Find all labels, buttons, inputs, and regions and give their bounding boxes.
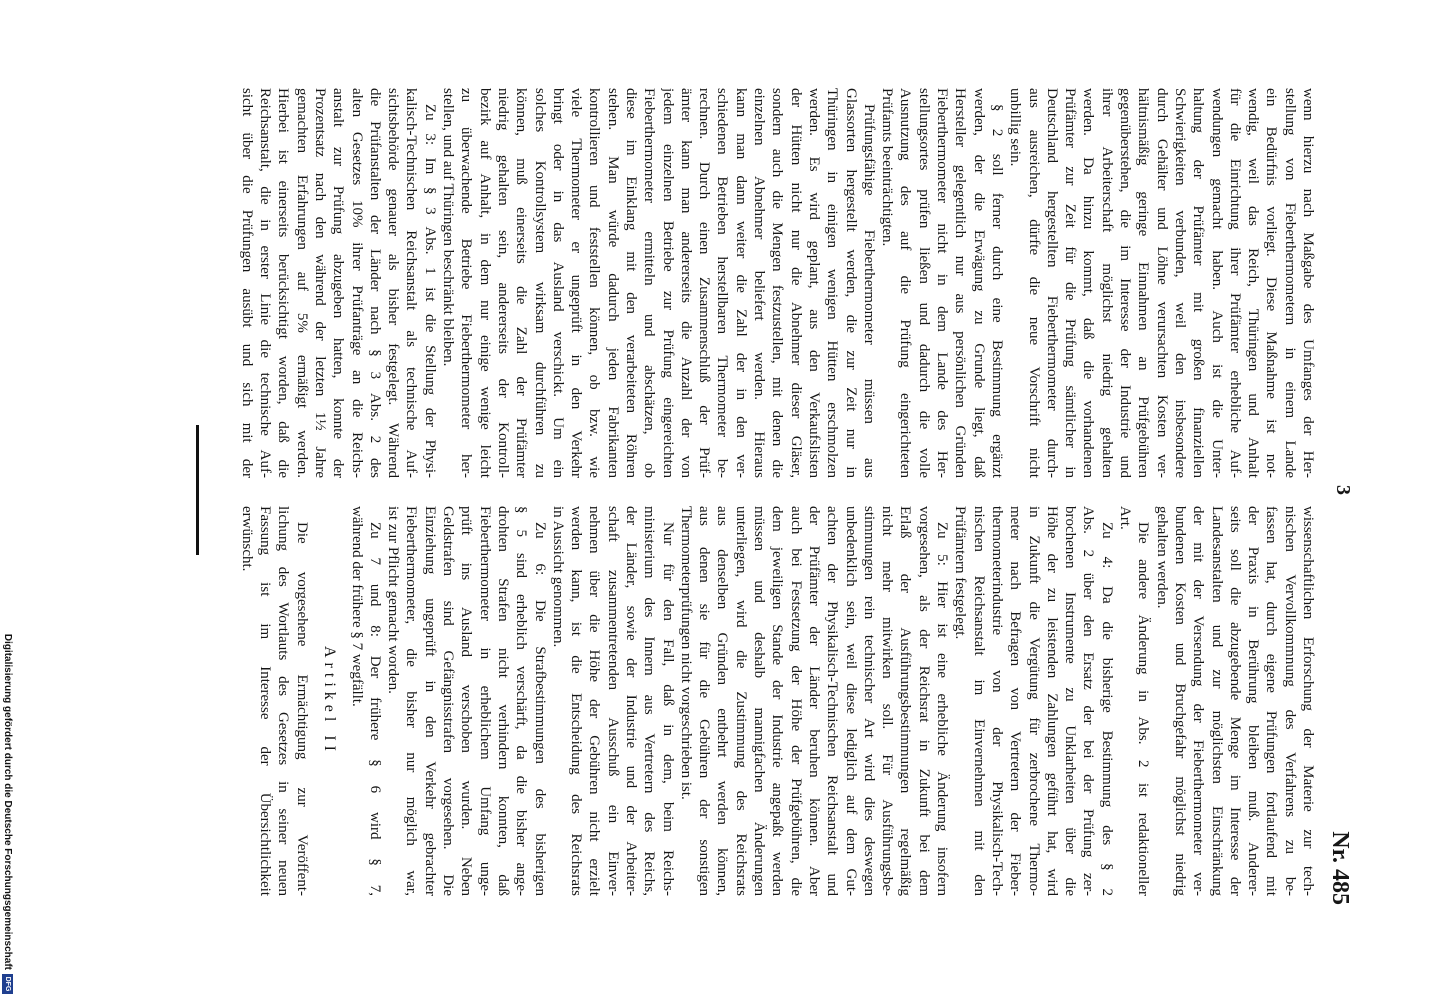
- text-line: bundenen Kosten und Bruchgefahr möglichst niedrig: [1171, 506, 1188, 896]
- paragraph: [439, 88, 878, 478]
- page-number: 3: [1332, 485, 1354, 495]
- text-line: aus ausreichen, dürfte die neue Vorschrift nicht: [1025, 88, 1042, 478]
- text-line: drohten Strafen nicht verhindern konnten, daß: [494, 506, 511, 896]
- text-line: nicht mehr mitwirken soll. Für Ausführungsbe-: [879, 506, 896, 896]
- text-line: rechnen. Durch einen Zusammenschluß der Prüf-: [696, 88, 713, 478]
- text-line: der Hütten nicht nur die Abnehmer dieser Gläser,: [787, 88, 804, 478]
- text-line: alten Gesetzes 10% ihrer Prüfanträge an die Reichs-: [348, 88, 365, 478]
- text-line: können, muß einerseits die Zahl der Prüfämter: [513, 88, 530, 478]
- text-line: der Praxis in Berührung bleiben muß. Anderer-: [1245, 506, 1262, 896]
- text-line: aus denselben Gründen entbehrt werden können,: [714, 506, 731, 896]
- text-line: Die andere Änderung in Abs. 2 ist redaktioneller: [1135, 522, 1152, 896]
- text-line: Art.: [1117, 506, 1134, 530]
- text-line: lichung des Wortlauts des Gesetzes in seiner neuen: [275, 506, 292, 896]
- text-line: werden, der die Erwägung zu Grunde liegt, daß: [970, 88, 987, 478]
- text-line: der Länder, sowie der Industrie und der Arbeiter-: [623, 506, 640, 896]
- text-line: Deutschland hergestellten Fieberthermometer durch-: [1043, 88, 1060, 478]
- text-line: Landesanstalten und zur möglichsten Einschränkung: [1208, 506, 1225, 896]
- text-line: Geldstrafen sind Gefängnisstrafen vorgesehen. Die: [440, 506, 457, 896]
- text-line: vorgesehen, als der Reichsrat in Zukunft bei dem: [915, 506, 932, 896]
- paragraph: [384, 506, 549, 896]
- text-line: wendig, weil das Reich, Thüringen und Anhalt: [1245, 88, 1262, 478]
- text-line: Reichsanstalt, die in erster Linie die technische Auf-: [257, 88, 274, 478]
- text-line: ein Bedürfnis vorliegt. Diese Maßnahme ist not-: [1263, 88, 1280, 478]
- text-column-right: [237, 506, 1317, 896]
- text-line: wendungen gemacht haben. Auch ist die Unter-: [1208, 88, 1225, 478]
- paragraph: [878, 88, 1006, 478]
- text-line: solches Kontrollsystem wirksam durchführen zu: [531, 88, 548, 478]
- text-line: gegenüberstehen, die im Interesse der Industrie und: [1117, 88, 1134, 478]
- paragraph: [237, 88, 438, 478]
- text-line: Zu 4: Da die bisherige Bestimmung des § 2: [1098, 522, 1115, 896]
- text-line: Schwierigkeiten verbunden, weil den insbesondere: [1171, 88, 1188, 478]
- text-line: kann man dann weiter die Zahl der in den ver-: [732, 88, 749, 478]
- text-line: fassen hat, durch eigene Prüfungen fortlaufend mit: [1263, 506, 1280, 896]
- text-line: § 5 sind erheblich verschärft, da die bisher ange-: [513, 506, 530, 896]
- text-line: Höhe der zu leistenden Zahlungen geführt hat, wird: [1043, 506, 1060, 896]
- text-line: gehalten werden.: [1153, 506, 1170, 609]
- text-line: Zu 6: Die Strafbestimmungen des bisherigen: [531, 522, 548, 896]
- digitization-watermark: [1, 596, 14, 994]
- text-line: erwünscht.: [238, 506, 255, 572]
- text-line: auch bei Festsetzung der Höhe der Prüfgebühren, die: [787, 506, 804, 896]
- text-line: unbedenklich sein, weil diese lediglich auf dem Gut-: [842, 506, 859, 896]
- text-line: prüft ins Ausland verschoben wurden. Neben: [458, 506, 475, 896]
- text-line: stimmungen rein technischer Art wird dies deswegen: [860, 506, 877, 896]
- text-line: diese im Einklang mit den verarbeiteten Röhren: [623, 88, 640, 478]
- text-line: der mit der Versendung der Fieberthermometer ver-: [1190, 506, 1207, 896]
- text-line: bezirk auf Anhalt, in dem nur einige wenige leicht: [476, 88, 493, 478]
- text-line: stellung von Fieberthermometern in einem Lande: [1281, 88, 1298, 478]
- text-line: müssen und deshalb mannigfachen Änderungen: [751, 506, 768, 896]
- text-line: Nur für den Fall, daß in dem, beim Reichs-: [659, 522, 676, 896]
- text-line: aus denen sie für die Gebühren der sonstigen: [696, 506, 713, 896]
- section-heading: Artikel II: [321, 646, 339, 756]
- text-line: ämter kann man andererseits die Anzahl der von: [677, 88, 694, 478]
- text-line: Prüfämter zur Zeit für die Prüfung sämtlicher in: [1062, 88, 1079, 478]
- text-line: werden. Da hinzu kommt, daß die vorhandenen: [1080, 88, 1097, 478]
- text-line: Prüfungsfähige Fieberthermometer müssen aus: [860, 104, 877, 478]
- text-line: Prüfamts beeinträchtigten.: [879, 88, 896, 247]
- text-line: stellungsortes prüfen ließen und dadurch die volle: [915, 88, 932, 478]
- text-line: sicht über die Prüfungen ausübt und sich mit der: [238, 88, 255, 478]
- text-line: nischen Reichsanstalt im Einvernehmen mit den: [970, 506, 987, 896]
- text-line: sondern auch die Mengen festzustellen, mit denen die: [769, 88, 786, 478]
- text-line: Ausnutzung des auf die Prüfung eingerichteten: [897, 88, 914, 478]
- text-line: Thüringen in einigen wenigen Hütten erschmolzen: [824, 88, 841, 478]
- text-line: die Prüfanstalten der Länder nach § 3 Abs. 2 des: [366, 88, 383, 478]
- text-line: schaft zusammentretenden Ausschuß ein Einver-: [604, 506, 621, 896]
- text-line: Hersteller gelegentlich nur aus persönlichen Gründen: [952, 88, 969, 478]
- document-number: Nr. 485: [1327, 831, 1353, 905]
- text-line: sichtsbehörde genauer als bisher festgelegt. Während: [385, 88, 402, 478]
- text-line: Fassung ist im Interesse der Übersichtlichkeit: [257, 506, 274, 896]
- text-line: in Aussicht genommen.: [549, 506, 566, 648]
- text-line: gemachten Erfahrungen auf 5% ermäßigt werden.: [293, 88, 310, 478]
- text-line: wissenschaftlichen Erforschung der Materie zur tech-: [1300, 506, 1316, 896]
- text-line: dem jeweiligen Stande der Industrie angepaßt werden: [769, 506, 786, 896]
- text-line: anstalt zur Prüfung abzugeben hatten, konnte der: [330, 88, 347, 478]
- text-line: Fieberthermometer nicht in dem Lande des Her-: [934, 88, 951, 478]
- text-line: Thermometerprüfungen nicht vorgeschrieben ist.: [677, 506, 694, 800]
- paragraph: [951, 506, 1116, 896]
- text-line: hältnismäßig geringe Einnahmen an Prüfgebühren: [1135, 88, 1152, 478]
- text-line: Fieberthermometer, die bisher nur möglich war,: [403, 506, 420, 896]
- text-line: nehmen über die Höhe der Gebühren nicht erzielt: [586, 506, 603, 896]
- text-line: zu überwachende Betriebe Fieberthermometer her-: [458, 88, 475, 478]
- text-line: kontrollieren und feststellen können, ob bzw. wie: [586, 88, 603, 478]
- text-line: seits soll die abzugebende Menge im Interesse der: [1226, 506, 1243, 896]
- text-line: für die Einrichtung ihrer Prüfämter erhebliche Auf-: [1226, 88, 1243, 478]
- paragraph: [1116, 506, 1153, 896]
- text-line: jedem einzelnen Betriebe zur Prüfung eingereichten: [659, 88, 676, 478]
- text-line: Prozentsatz nach den während der letzten 1½ Jahre: [311, 88, 328, 478]
- text-line: in Zukunft die Vergütung für zerbrochene Thermo-: [1025, 506, 1042, 896]
- text-line: nischen Vervollkommnung des Verfahrens zu be-: [1281, 506, 1298, 896]
- text-line: einzelnen Abnehmer beliefert werden. Hieraus: [751, 88, 768, 478]
- paragraph: [1006, 88, 1317, 478]
- text-line: durch Gehälter und Löhne verursachten Kosten ver-: [1153, 88, 1170, 478]
- text-line: schiedenen Betrieben herstellbaren Thermometer be-: [714, 88, 731, 478]
- text-line: werden kann, ist die Entscheidung des Reichsrats: [568, 506, 585, 896]
- text-line: niedrig gehalten sein, andererseits der Kontroll-: [494, 88, 511, 478]
- text-line: ministerium des Innern aus Vertretern des Reichs,: [641, 506, 658, 896]
- text-line: thermometerindustrie von der Physikalisch-Tech-: [988, 506, 1005, 896]
- text-line: viele Thermometer er ungeprüft in den Verkehr: [568, 88, 585, 478]
- text-line: haltung der Prüfämter mit großen finanziellen: [1190, 88, 1207, 478]
- text-line: werden. Es wird geplant, aus den Verkaufslisten: [805, 88, 822, 478]
- text-line: bringt oder in das Ausland verschickt. Um ein: [549, 88, 566, 478]
- text-line: Zu 5: Hier ist eine erhebliche Änderung insofern: [934, 522, 951, 896]
- text-line: Hierbei ist einerseits berücksichtigt worden, daß die: [275, 88, 292, 478]
- text-line: Fieberthermometer ermitteln und abschätzen, ob: [641, 88, 658, 478]
- paragraph: [1152, 506, 1317, 896]
- text-line: während der frühere § 7 wegfällt.: [348, 506, 365, 707]
- text-line: Fieberthermometer in erheblichem Umfang unge-: [476, 506, 493, 896]
- text-line: Die vorgesehene Ermächtigung zur Veröffent-: [293, 522, 310, 896]
- paragraph: [347, 506, 384, 896]
- text-line: § 2 soll ferner durch eine Bestimmung ergänzt: [988, 104, 1005, 478]
- text-line: stellen, und auf Thüringen beschränkt bleiben.: [440, 88, 457, 367]
- text-line: Glassorten hergestellt werden, die zur Zeit nur in: [842, 88, 859, 478]
- paragraph: [237, 506, 310, 896]
- dfg-logo-icon: DFG: [2, 974, 13, 994]
- text-line: meter nach Befragen von Vertretern der Fieber-: [1007, 506, 1024, 896]
- text-line: Erlaß der Ausführungsbestimmungen regelmäßig: [897, 506, 914, 896]
- watermark-text: Digitalisierung gefördert durch die Deutsche Forschungsgemeinschaft: [2, 633, 14, 970]
- text-column-left: [237, 88, 1317, 478]
- text-line: ihrer Arbeiterschaft möglichst niedrig gehalten: [1098, 88, 1115, 478]
- text-line: unbillig sein.: [1007, 88, 1024, 167]
- end-rule: [196, 425, 199, 555]
- text-line: stehen. Man würde dadurch jeden Fabrikanten: [604, 88, 621, 478]
- text-line: achten der Physikalisch-Technischen Reichsanstalt und: [824, 506, 841, 896]
- text-line: der Prüfämter der Länder beruhen können. Aber: [805, 506, 822, 896]
- text-line: Zu 3: Im § 3 Abs. 1 ist die Stellung der Physi-: [421, 104, 438, 478]
- text-line: Zu 7 und 8: Der frühere § 6 wird § 7,: [366, 522, 383, 896]
- text-line: unterliegen, wird die Zustimmung des Reichsrats: [732, 506, 749, 896]
- text-line: wenn hierzu nach Maßgabe des Umfanges der Her-: [1300, 88, 1316, 478]
- text-line: ist zur Pflicht gemacht worden.: [385, 506, 402, 694]
- paragraph: [677, 506, 951, 896]
- text-line: brochenen Instrumente zu Unklarheiten über die: [1062, 506, 1079, 896]
- text-line: Prüfämtern festgelegt.: [952, 506, 969, 640]
- text-line: kalisch-Technischen Reichsanstalt als technische Auf-: [403, 88, 420, 478]
- text-line: Abs. 2 über den Ersatz der bei der Prüfung zer-: [1080, 506, 1097, 896]
- text-line: Einziehung ungeprüft in den Verkehr gebrachter: [421, 506, 438, 896]
- paragraph: [549, 506, 677, 896]
